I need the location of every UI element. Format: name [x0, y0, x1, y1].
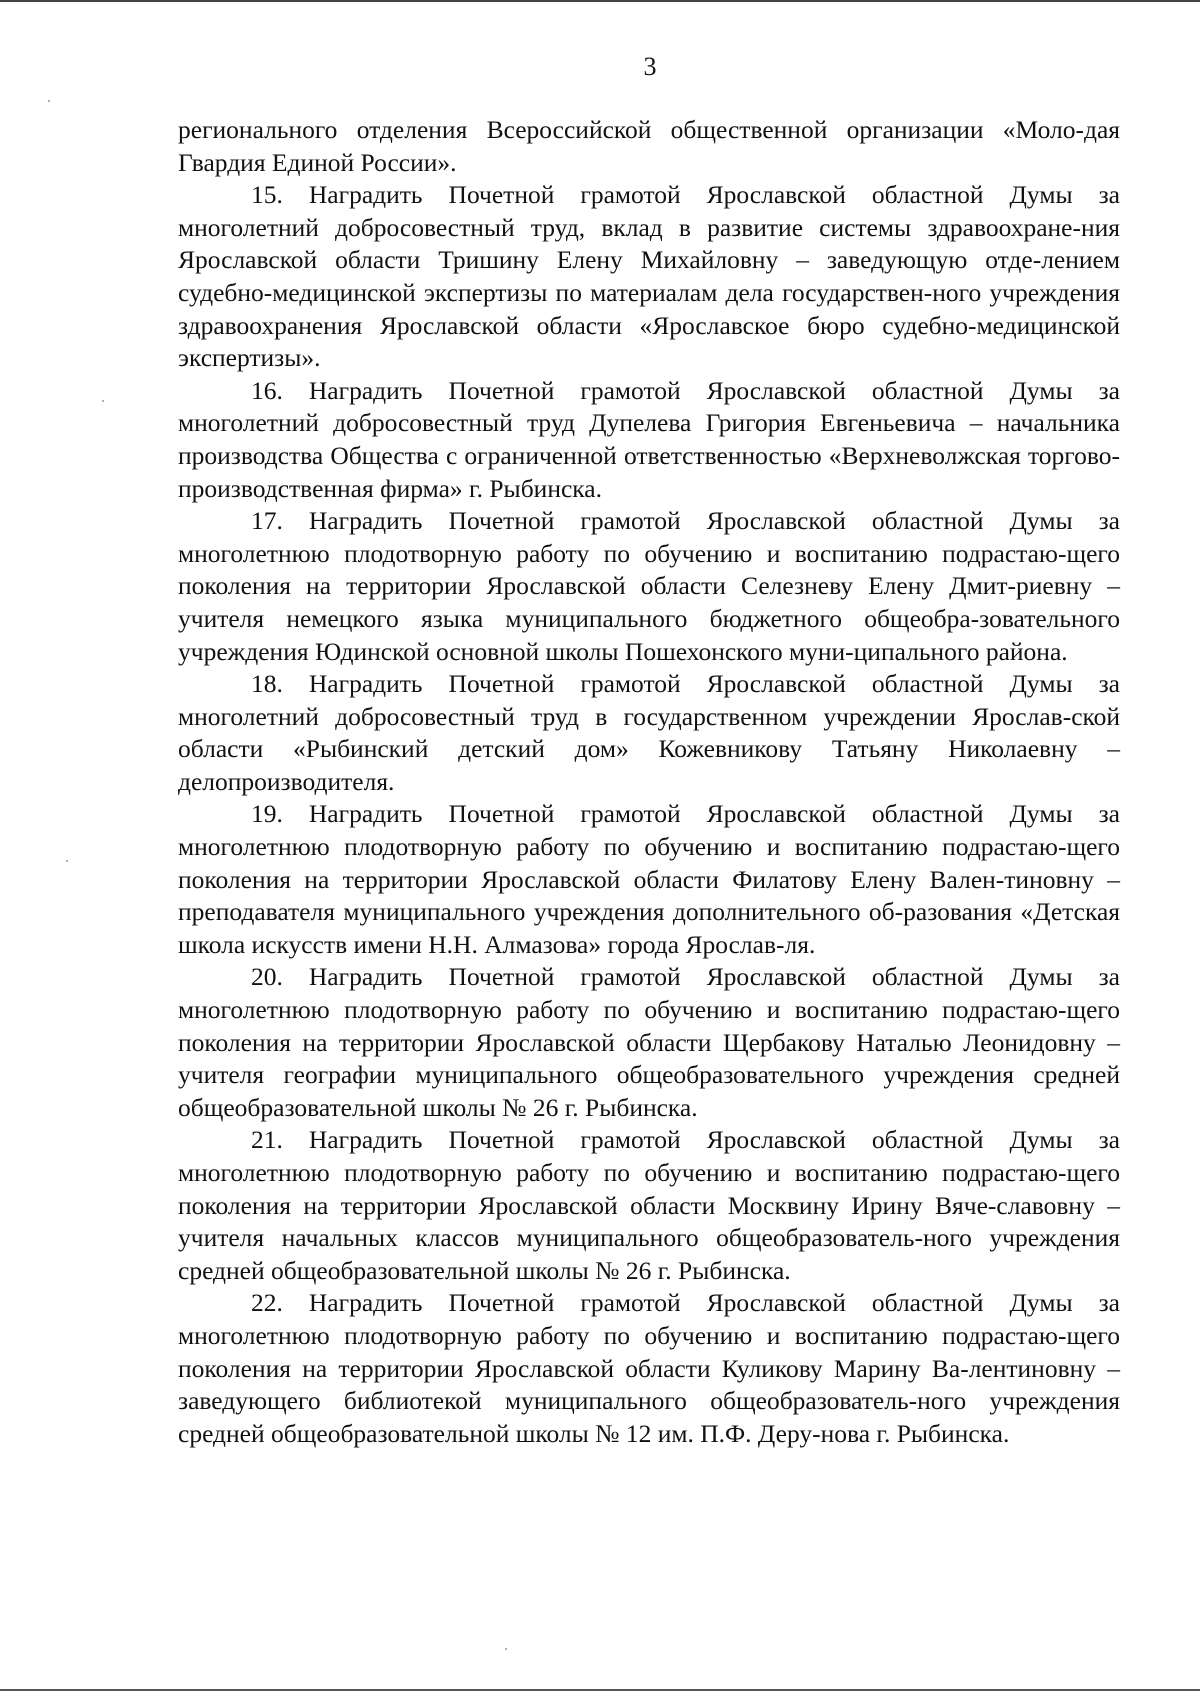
award-paragraph: 17. Наградить Почетной грамотой Ярославской областной Думы за многолетнюю плодотворную работу по обучению и воспитанию подрастаю-щего поколения на территории Ярославской области Селезневу Елену Дмит-риевну – учителя немецкого языка муниципального бюджетного общеобра-зовательного учреждения Юдинской основной школы Пошехонского муни-ципального района.	[178, 506, 1120, 666]
scan-speck	[66, 860, 68, 862]
award-paragraph: 22. Наградить Почетной грамотой Ярославской областной Думы за многолетнюю плодотворную работу по обучению и воспитанию подрастаю-щего поколения на территории Ярославской области Куликову Марину Ва-лентиновну – заведующего библиотекой муниципального общеобразователь-ного учреждения средней общеобразовательной школы № 12 им. П.Ф. Деру-нова г. Рыбинска.	[178, 1288, 1120, 1448]
paragraph-continuation: регионального отделения Всероссийской общественной организации «Моло-дая Гвардия Единой России».	[178, 115, 1120, 177]
scan-speck	[102, 400, 104, 402]
scan-speck	[505, 1648, 507, 1650]
award-paragraph: 19. Наградить Почетной грамотой Ярославской областной Думы за многолетнюю плодотворную работу по обучению и воспитанию подрастаю-щего поколения на территории Ярославской области Филатову Елену Вален-тиновну – преподавателя муниципального учреждения дополнительного об-разования «Детская школа искусств имени Н.Н. Алмазова» города Ярослав-ля.	[178, 799, 1120, 959]
award-paragraph: 15. Наградить Почетной грамотой Ярославской областной Думы за многолетний добросовестный труд, вклад в развитие системы здравоохране-ния Ярославской области Тришину Елену Михайловну – заведующую отде-лением судебно-медицинской экспертизы по материалам дела государствен-ного учреждения здравоохранения Ярославской области «Ярославское бюро судебно-медицинской экспертизы».	[178, 180, 1120, 373]
award-paragraph: 18. Наградить Почетной грамотой Ярославской областной Думы за многолетний добросовестный труд в государственном учреждении Ярослав-ской области «Рыбинский детский дом» Кожевникову Татьяну Николаевну – делопроизводителя.	[178, 669, 1120, 796]
award-paragraph: 21. Наградить Почетной грамотой Ярославской областной Думы за многолетнюю плодотворную работу по обучению и воспитанию подрастаю-щего поколения на территории Ярославской области Москвину Ирину Вяче-славовну – учителя начальных классов муниципального общеобразователь-ного учреждения средней общеобразовательной школы № 26 г. Рыбинска.	[178, 1125, 1120, 1285]
document-body	[178, 114, 1120, 1450]
page-top-edge	[0, 0, 1200, 2]
scan-speck	[48, 100, 50, 102]
page-number: 3	[643, 52, 657, 81]
award-paragraph: 20. Наградить Почетной грамотой Ярославской областной Думы за многолетнюю плодотворную работу по обучению и воспитанию подрастаю-щего поколения на территории Ярославской области Щербакову Наталью Леонидовну – учителя географии муниципального общеобразовательного учреждения средней общеобразовательной школы № 26 г. Рыбинска.	[178, 962, 1120, 1122]
award-paragraph: 16. Наградить Почетной грамотой Ярославской областной Думы за многолетний добросовестный труд Дупелева Григория Евгеньевича – начальника производства Общества с ограниченной ответственностью «Верхневолжская торгово-производственная фирма» г. Рыбинска.	[178, 375, 1120, 503]
